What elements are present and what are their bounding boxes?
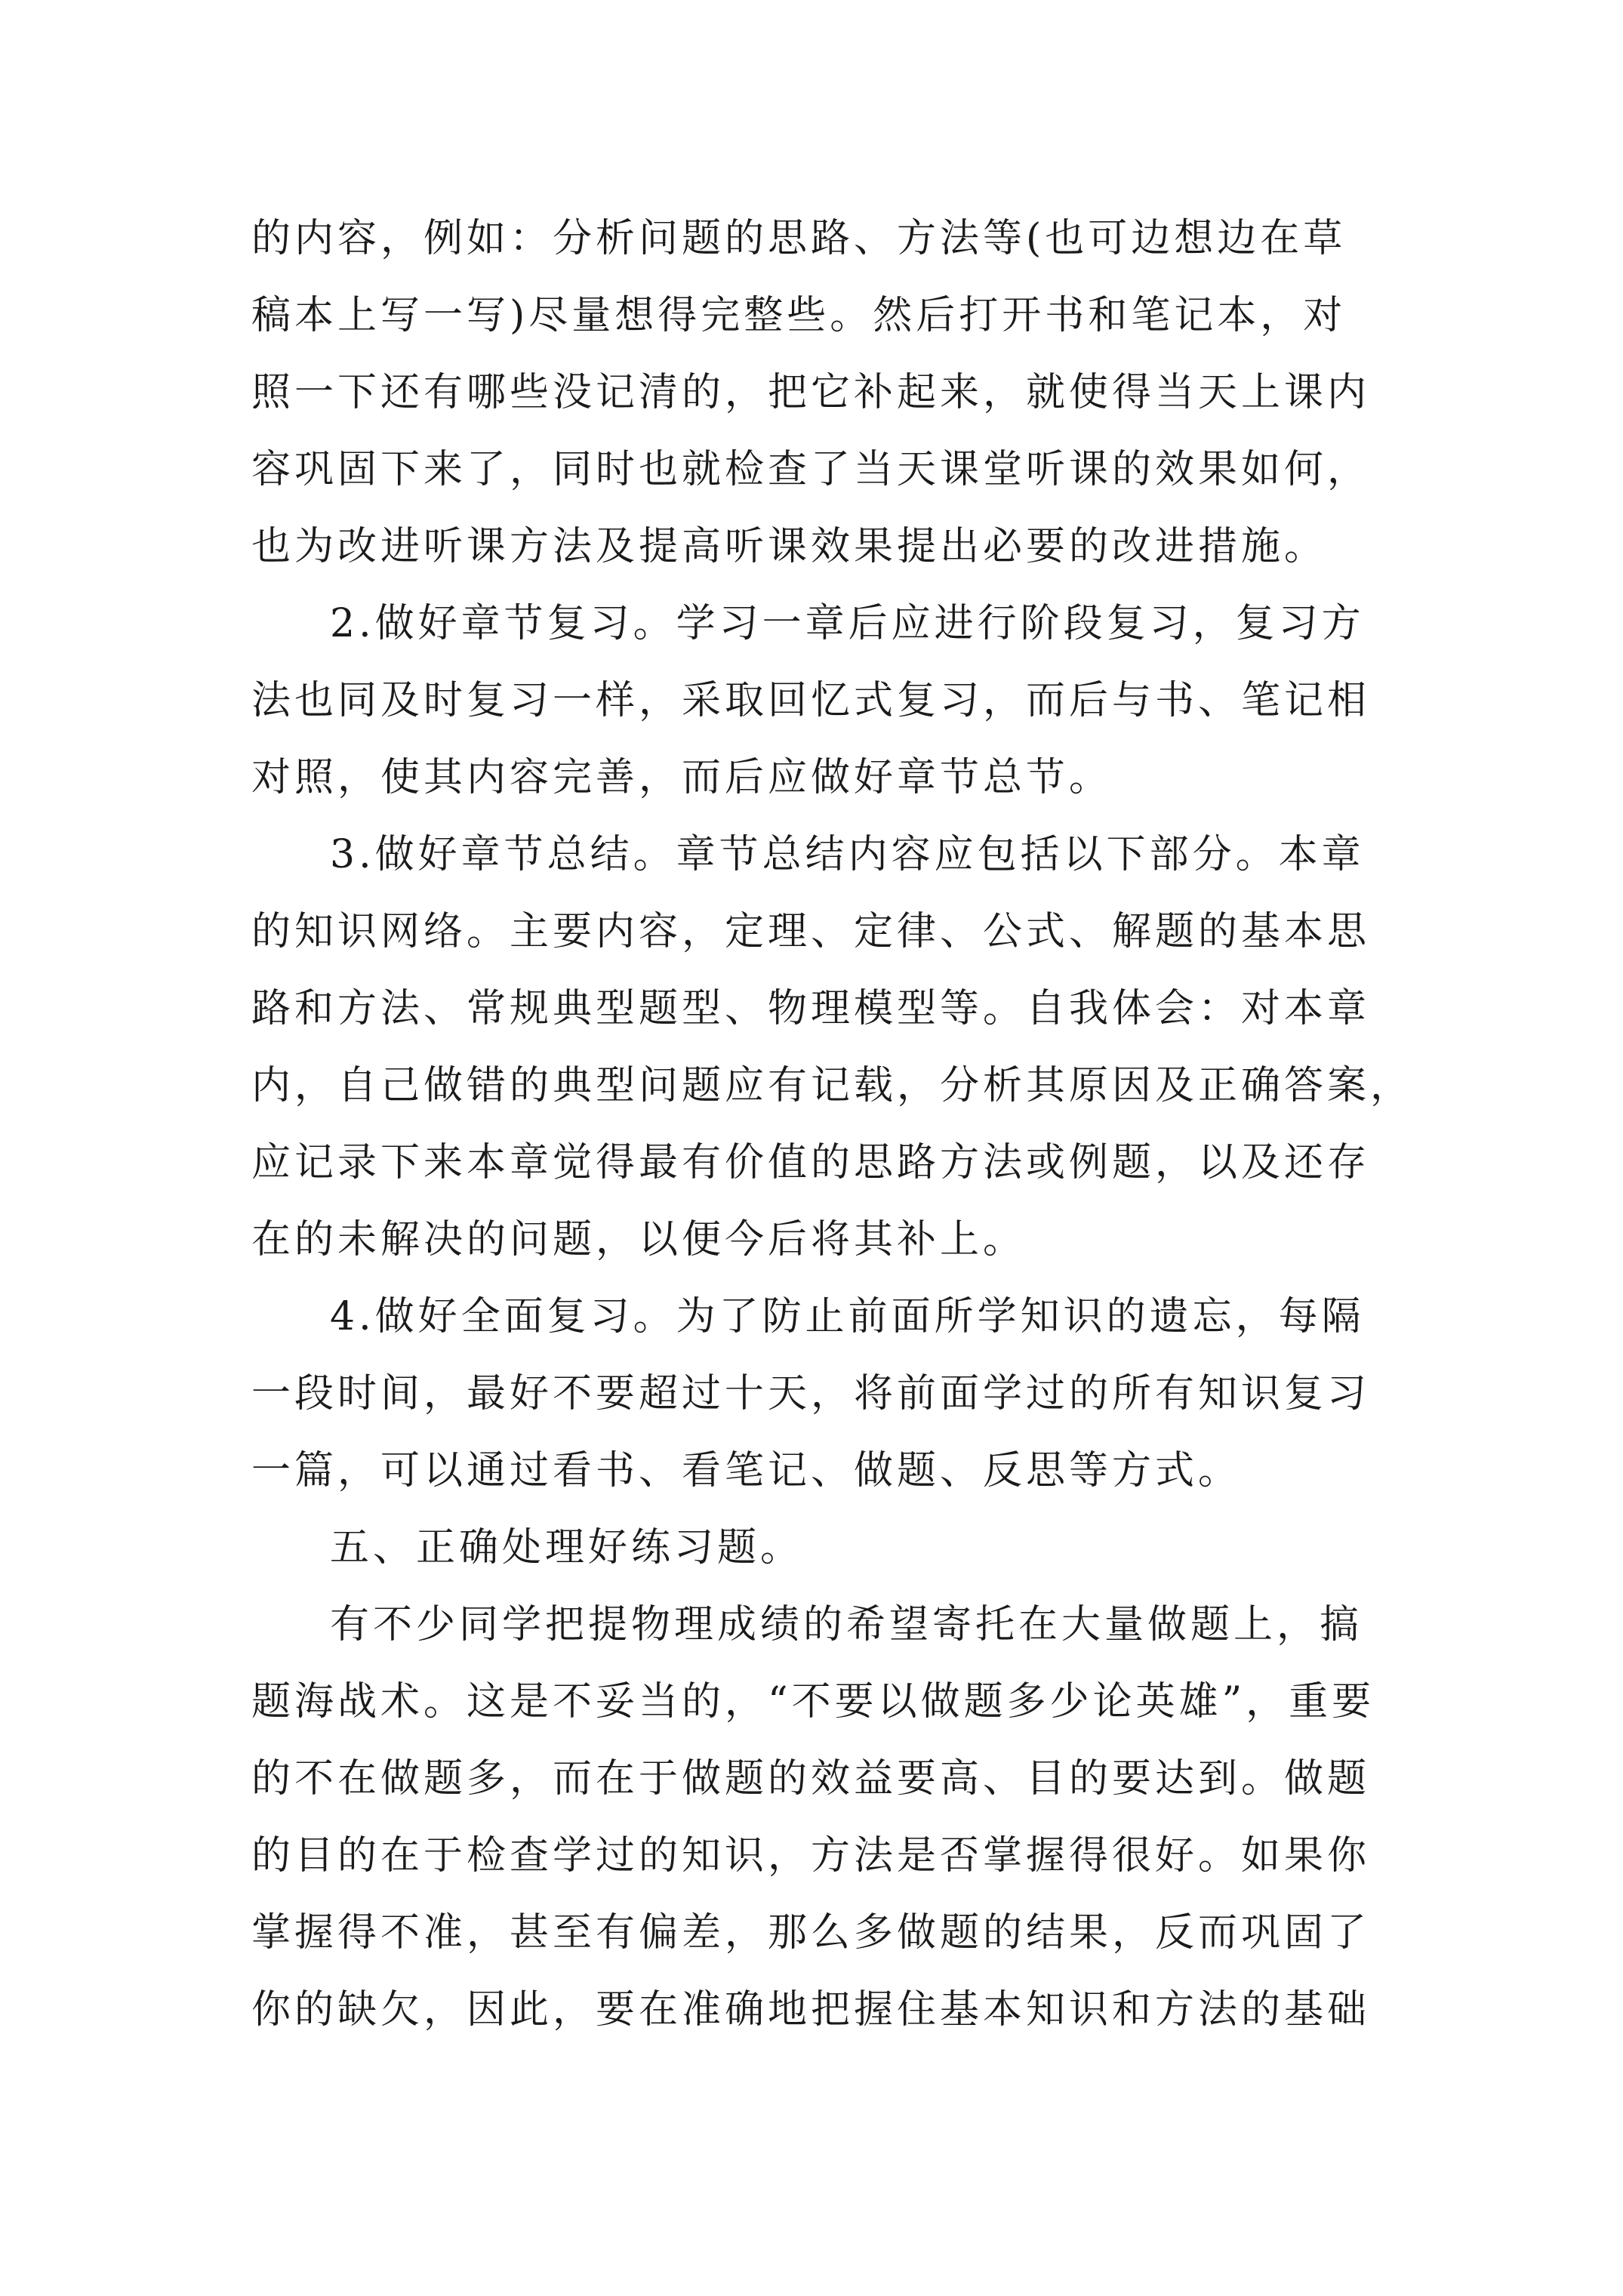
text-line: 一篇，可以通过看书、看笔记、做题、反思等方式。 <box>251 1448 1242 1493</box>
text-line: 对照，使其内容完善，而后应做好章节总节。 <box>251 755 1113 800</box>
text-line: 一段时间，最好不要超过十天，将前面学过的所有知识复习 <box>251 1371 1371 1416</box>
paragraph-first-line: 4.做好全面复习。为了防止前面所学知识的遗忘，每隔 <box>330 1294 1365 1339</box>
text-line: 的知识网络。主要内容，定理、定律、公式、解题的基本思 <box>251 909 1371 954</box>
text-line: 法也同及时复习一样，采取回忆式复习，而后与书、笔记相 <box>251 678 1371 723</box>
text-line: 的内容，例如：分析问题的思路、方法等(也可边想边在草 <box>251 216 1347 261</box>
section-heading: 五、正确处理好练习题。 <box>330 1525 804 1570</box>
body-text <box>251 0 1414 2296</box>
text-line: 的不在做题多，而在于做题的效益要高、目的要达到。做题 <box>251 1756 1371 1801</box>
text-line: 你的缺欠，因此，要在准确地把握住基本知识和方法的基础 <box>251 1987 1371 2032</box>
paragraph-first-line: 2.做好章节复习。学习一章后应进行阶段复习，复习方 <box>330 601 1365 646</box>
text-line: 内，自己做错的典型问题应有记载，分析其原因及正确答案， <box>251 1063 1414 1108</box>
text-line: 应记录下来本章觉得最有价值的思路方法或例题，以及还存 <box>251 1140 1371 1185</box>
paragraph-first-line: 有不少同学把提物理成绩的希望寄托在大量做题上，搞 <box>330 1602 1363 1647</box>
text-line: 掌握得不准，甚至有偏差，那么多做题的结果，反而巩固了 <box>251 1910 1371 1955</box>
text-line: 稿本上写一写)尽量想得完整些。然后打开书和笔记本，对 <box>251 293 1347 338</box>
text-line: 也为改进听课方法及提高听课效果提出必要的改进措施。 <box>251 524 1328 569</box>
text-line: 路和方法、常规典型题型、物理模型等。自我体会：对本章 <box>251 986 1371 1031</box>
text-line: 题海战术。这是不妥当的，“不要以做题多少论英雄”，重要 <box>251 1679 1375 1724</box>
text-line: 容巩固下来了，同时也就检查了当天课堂听课的效果如何， <box>251 447 1371 492</box>
text-line: 照一下还有哪些没记清的，把它补起来，就使得当天上课内 <box>251 370 1371 415</box>
text-line: 的目的在于检查学过的知识，方法是否掌握得很好。如果你 <box>251 1833 1371 1878</box>
text-line: 在的未解决的问题，以便今后将其补上。 <box>251 1217 1027 1262</box>
paragraph-first-line: 3.做好章节总结。章节总结内容应包括以下部分。本章 <box>330 832 1365 877</box>
